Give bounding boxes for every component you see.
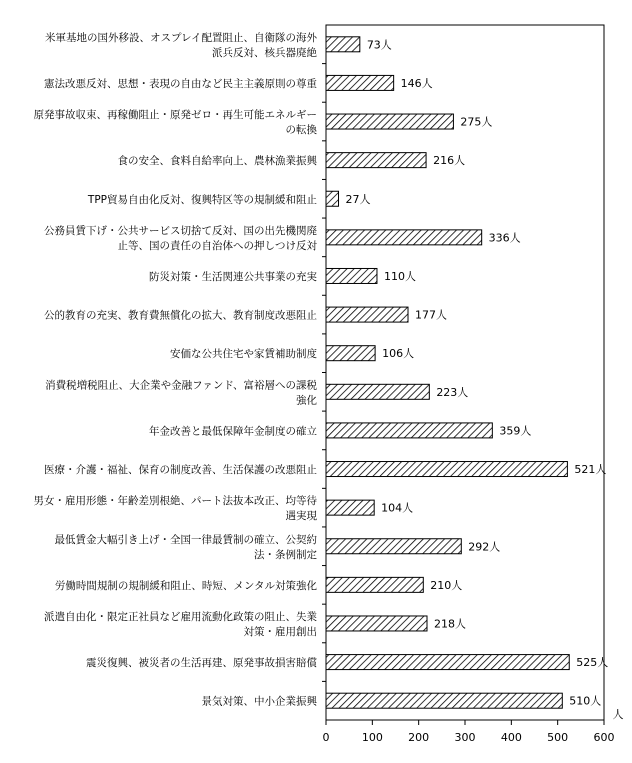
x-unit-label: 人 [612, 708, 624, 721]
category-label: 公的教育の充実、教育費無償化の拡大、教育制度改悪阻止 [44, 309, 317, 322]
bar-value-label: 110人 [383, 269, 416, 283]
category-label: 憲法改悪反対、思想・表現の自由など民主主義原則の尊重 [44, 77, 317, 90]
category-label: 防災対策・生活関連公共事業の充実 [149, 270, 317, 283]
bar-value-label: 73人 [366, 38, 392, 52]
category-label: 景気対策、中小企業振興 [201, 695, 317, 708]
bar [326, 268, 377, 283]
bar [326, 423, 492, 438]
bar [326, 37, 360, 52]
bar [326, 616, 427, 631]
category-label: 消費税増税阻止、大企業や金融ファンド、富裕層への課税 [45, 379, 317, 392]
category-label: 食の安全、食料自給率向上、農林漁業振興 [117, 155, 317, 168]
category-label: 強化 [296, 394, 317, 407]
bar-value-label: 210人 [430, 578, 463, 592]
bar [326, 114, 453, 129]
x-tick-label: 0 [322, 731, 330, 744]
category-label: 対策・雇用創出 [243, 625, 317, 638]
category-label: 遇実現 [285, 510, 317, 523]
category-label: 派遣自由化・限定正社員など雇用流動化政策の阻止、失業 [44, 610, 317, 623]
bar [326, 655, 569, 670]
bar-value-label: 521人 [574, 463, 607, 477]
bar [326, 230, 482, 245]
bar [326, 577, 423, 592]
category-label: 労働時間規制の規制緩和阻止、時短、メンタル対策強化 [54, 579, 317, 592]
category-label: TPP貿易自由化反対、復興特区等の規制緩和阻止 [87, 193, 317, 206]
bar-value-label: 359人 [499, 424, 532, 438]
x-tick-label: 300 [454, 731, 476, 744]
bar-value-label: 218人 [434, 617, 467, 631]
bar-value-label: 525人 [576, 656, 609, 670]
bar-value-label: 146人 [400, 76, 433, 90]
category-label: 米軍基地の国外移設、オスプレイ配置阻止、自衛隊の海外 [45, 31, 317, 44]
plot-area [34, 25, 624, 744]
category-label: 男女・雇用形態・年齢差別根絶、パート法抜本改正、均等待 [33, 495, 317, 508]
bar [326, 75, 394, 90]
category-label: 安価な公共住宅や家賃補助制度 [170, 348, 317, 361]
category-label: 法・条例制定 [254, 548, 317, 561]
category-label: 震災復興、被災者の生活再建、原発事故損害賠償 [86, 657, 317, 670]
bar-value-label: 104人 [381, 501, 414, 515]
bar-value-label: 510人 [569, 694, 602, 708]
x-tick-label: 200 [408, 731, 430, 744]
bar [326, 307, 408, 322]
bar-value-label: 336人 [488, 231, 521, 245]
category-label: 原発事故収束、再稼働阻止・原発ゼロ・再生可能エネルギー [33, 109, 317, 122]
bar [326, 539, 461, 554]
bar [326, 384, 429, 399]
category-label: 医療・介護・福祉、保育の制度改善、生活保護の改悪阻止 [44, 464, 317, 477]
category-label: 公務員賃下げ・公共サービス切捨て反対、国の出先機関廃 [44, 224, 317, 237]
category-label: 年金改善と最低保障年金制度の確立 [149, 425, 317, 438]
bar-value-label: 106人 [382, 347, 415, 361]
category-label: の転換 [285, 124, 317, 137]
x-tick-label: 100 [361, 731, 383, 744]
bar-value-label: 216人 [433, 154, 466, 168]
category-label: 最低賃金大幅引き上げ・全国一律最賃制の確立、公契約 [54, 533, 317, 546]
bar [326, 462, 567, 477]
bar-value-label: 223人 [436, 385, 469, 399]
x-tick-label: 600 [593, 731, 615, 744]
bar [326, 153, 426, 168]
bar-value-label: 177人 [415, 308, 448, 322]
bar-value-label: 275人 [460, 115, 493, 129]
bar [326, 346, 375, 361]
bar [326, 191, 339, 206]
bar-value-label: 292人 [468, 540, 501, 554]
category-label: 派兵反対、核兵器廃絶 [212, 46, 317, 59]
bar [326, 693, 562, 708]
x-tick-label: 400 [500, 731, 522, 744]
bar [326, 500, 374, 515]
x-tick-label: 500 [547, 731, 569, 744]
category-label: 止等、国の責任の自治体への押しつけ反対 [117, 239, 317, 252]
bar-value-label: 27人 [345, 192, 371, 206]
